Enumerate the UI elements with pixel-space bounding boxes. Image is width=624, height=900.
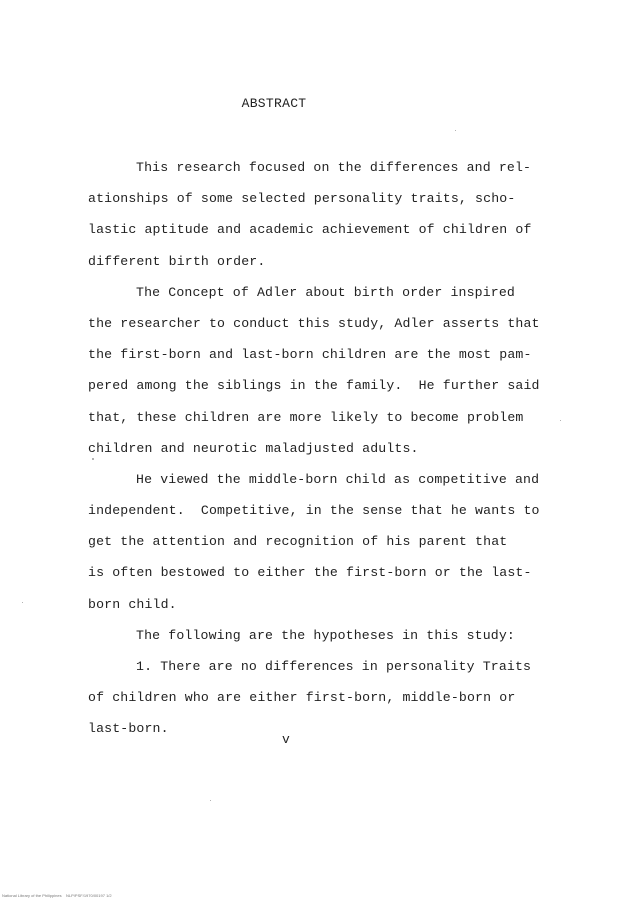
page-number: v xyxy=(282,732,290,747)
text-line: ationships of some selected personality traits, scho- xyxy=(88,191,516,207)
text-line: He viewed the middle-born child as competitive and xyxy=(136,471,540,487)
archive-footer: National Library of the Philippines NLP/PSF/1970/00197 1/2 xyxy=(2,893,112,898)
abstract-heading: ABSTRACT xyxy=(241,96,307,111)
scan-speck xyxy=(22,602,23,603)
scan-speck xyxy=(210,800,211,801)
scan-speck xyxy=(560,420,561,421)
text-line: get the attention and recognition of his parent that xyxy=(88,534,508,550)
text-line: of children who are either first-born, middle-born or xyxy=(88,690,516,706)
text-line: the researcher to conduct this study, Adler asserts that xyxy=(88,315,540,331)
text-line: 1. There are no differences in personality Traits xyxy=(136,659,532,674)
abstract-body xyxy=(88,152,558,745)
text-line: born child. xyxy=(88,596,177,612)
text-line: The following are the hypotheses in this study: xyxy=(136,627,515,643)
text-line: that, these children are more likely to become problem xyxy=(88,409,524,425)
text-line: lastic aptitude and academic achievement of children of xyxy=(88,222,532,238)
text-line: independent. Competitive, in the sense that he wants to xyxy=(88,503,540,519)
scan-speck xyxy=(92,458,94,460)
text-line: The Concept of Adler about birth order inspired xyxy=(136,284,515,300)
text-line: is often bestowed to either the first-born or the last- xyxy=(88,565,532,581)
text-line: This research focused on the differences and rel- xyxy=(136,160,532,175)
text-line: children and neurotic maladjusted adults. xyxy=(88,440,419,456)
text-line: different birth order. xyxy=(88,253,266,269)
text-line: last-born. xyxy=(88,721,169,737)
scan-speck xyxy=(455,130,456,131)
text-line: the first-born and last-born children are the most pam- xyxy=(88,347,532,363)
text-line: pered among the siblings in the family. He further said xyxy=(88,378,540,394)
